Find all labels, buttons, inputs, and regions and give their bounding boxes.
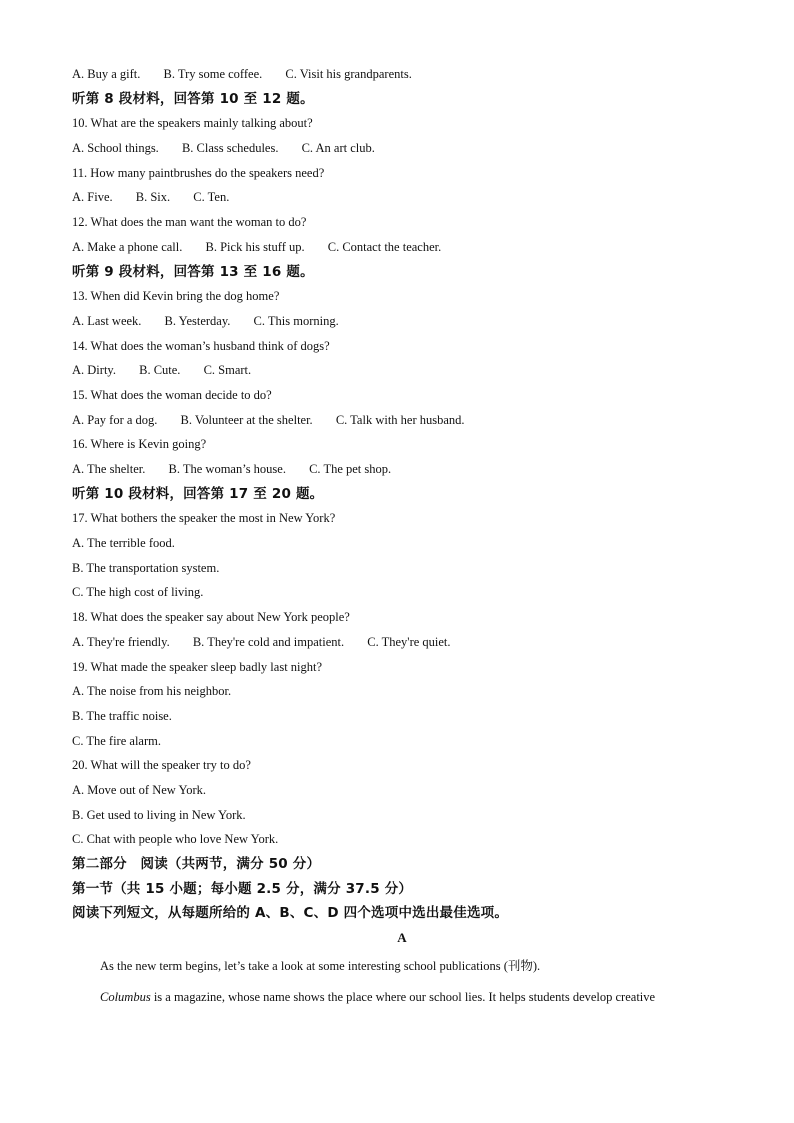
option-a: A. The terrible food. xyxy=(72,536,175,551)
magazine-title: Columbus xyxy=(100,989,151,1004)
option-b: B. The traffic noise. xyxy=(72,708,172,723)
option-c: C. Contact the teacher. xyxy=(327,239,442,254)
option-b: B. Try some coffee. xyxy=(163,67,263,81)
option-c: C. Visit his grandparents. xyxy=(285,67,412,81)
options-row xyxy=(72,309,732,334)
option-a: A. The shelter. xyxy=(72,462,146,476)
options-row xyxy=(72,457,732,482)
section-heading: 听第 9 段材料，回答第 13 至 16 题。 xyxy=(72,263,314,280)
section-title: 第一节（共 15 小题；每小题 2.5 分，满分 37.5 分） xyxy=(72,880,413,897)
question-12: 12. What does the man want the woman to do? xyxy=(72,215,307,230)
paragraph: As the new term begins, let’s take a look at some interesting school publications (刊物). xyxy=(100,958,541,973)
options-row xyxy=(72,62,732,87)
exam-page xyxy=(72,62,732,1013)
option-a: A. Last week. xyxy=(72,313,142,328)
options-row xyxy=(72,358,732,383)
question-18: 18. What does the speaker say about New York people? xyxy=(72,610,350,625)
option-a: A. Pay for a dog. xyxy=(72,412,158,427)
options-row xyxy=(72,408,732,433)
option-a: A. Five. xyxy=(72,190,113,205)
question-15: 15. What does the woman decide to do? xyxy=(72,387,272,402)
section-heading: 听第 10 段材料，回答第 17 至 20 题。 xyxy=(72,485,324,502)
option-a: A. School things. xyxy=(72,141,159,156)
option-b: B. The transportation system. xyxy=(72,560,220,575)
options-row xyxy=(72,235,732,260)
option-c: C. They're quiet. xyxy=(367,634,451,649)
question-16: 16. Where is Kevin going? xyxy=(72,437,207,452)
option-c: C. Talk with her husband. xyxy=(335,412,465,427)
instruction: 阅读下列短文，从每题所给的 A、B、C、D 四个选项中选出最佳选项。 xyxy=(72,905,509,922)
option-b: B. The woman’s house. xyxy=(168,462,286,476)
question-19: 19. What made the speaker sleep badly last night? xyxy=(72,659,323,674)
option-a: A. Move out of New York. xyxy=(72,782,207,797)
option-b: B. Cute. xyxy=(139,363,181,378)
question-11: 11. How many paintbrushes do the speakers need? xyxy=(72,165,325,180)
options-row xyxy=(72,630,732,655)
passage-label: A xyxy=(397,930,407,946)
option-a: A. The noise from his neighbor. xyxy=(72,684,232,699)
section-heading: 听第 8 段材料，回答第 10 至 12 题。 xyxy=(72,90,314,107)
option-b: B. Six. xyxy=(135,190,171,205)
question-13: 13. When did Kevin bring the dog home? xyxy=(72,289,280,304)
option-c: C. This morning. xyxy=(253,313,339,328)
option-b: B. Pick his stuff up. xyxy=(205,239,305,254)
option-a: A. Buy a gift. xyxy=(72,67,141,81)
option-b: B. Volunteer at the shelter. xyxy=(180,412,313,427)
option-c: C. Smart. xyxy=(203,363,252,378)
options-row xyxy=(72,136,732,161)
question-17: 17. What bothers the speaker the most in New York? xyxy=(72,511,336,526)
option-c: C. An art club. xyxy=(301,141,375,156)
option-b: B. Get used to living in New York. xyxy=(72,807,246,822)
question-10: 10. What are the speakers mainly talking about? xyxy=(72,116,313,131)
option-b: B. Class schedules. xyxy=(181,141,279,156)
question-14: 14. What does the woman’s husband think of dogs? xyxy=(72,338,330,353)
paragraph xyxy=(72,982,732,1013)
paragraph-text: is a magazine, whose name shows the place where our school lies. It helps students develop creative xyxy=(150,989,656,1004)
option-c: C. The high cost of living. xyxy=(72,585,204,600)
option-a: A. Dirty. xyxy=(72,363,116,378)
question-20: 20. What will the speaker try to do? xyxy=(72,758,251,773)
option-b: B. They're cold and impatient. xyxy=(192,634,345,649)
option-a: A. They're friendly. xyxy=(72,634,170,649)
option-c: C. The pet shop. xyxy=(309,462,392,476)
option-b: B. Yesterday. xyxy=(164,313,231,328)
part-title: 第二部分 阅读（共两节，满分 50 分） xyxy=(72,856,321,872)
option-c: C. Chat with people who love New York. xyxy=(72,832,279,847)
option-a: A. Make a phone call. xyxy=(72,239,183,254)
option-c: C. The fire alarm. xyxy=(72,733,161,748)
option-c: C. Ten. xyxy=(193,190,230,205)
options-row xyxy=(72,185,732,210)
